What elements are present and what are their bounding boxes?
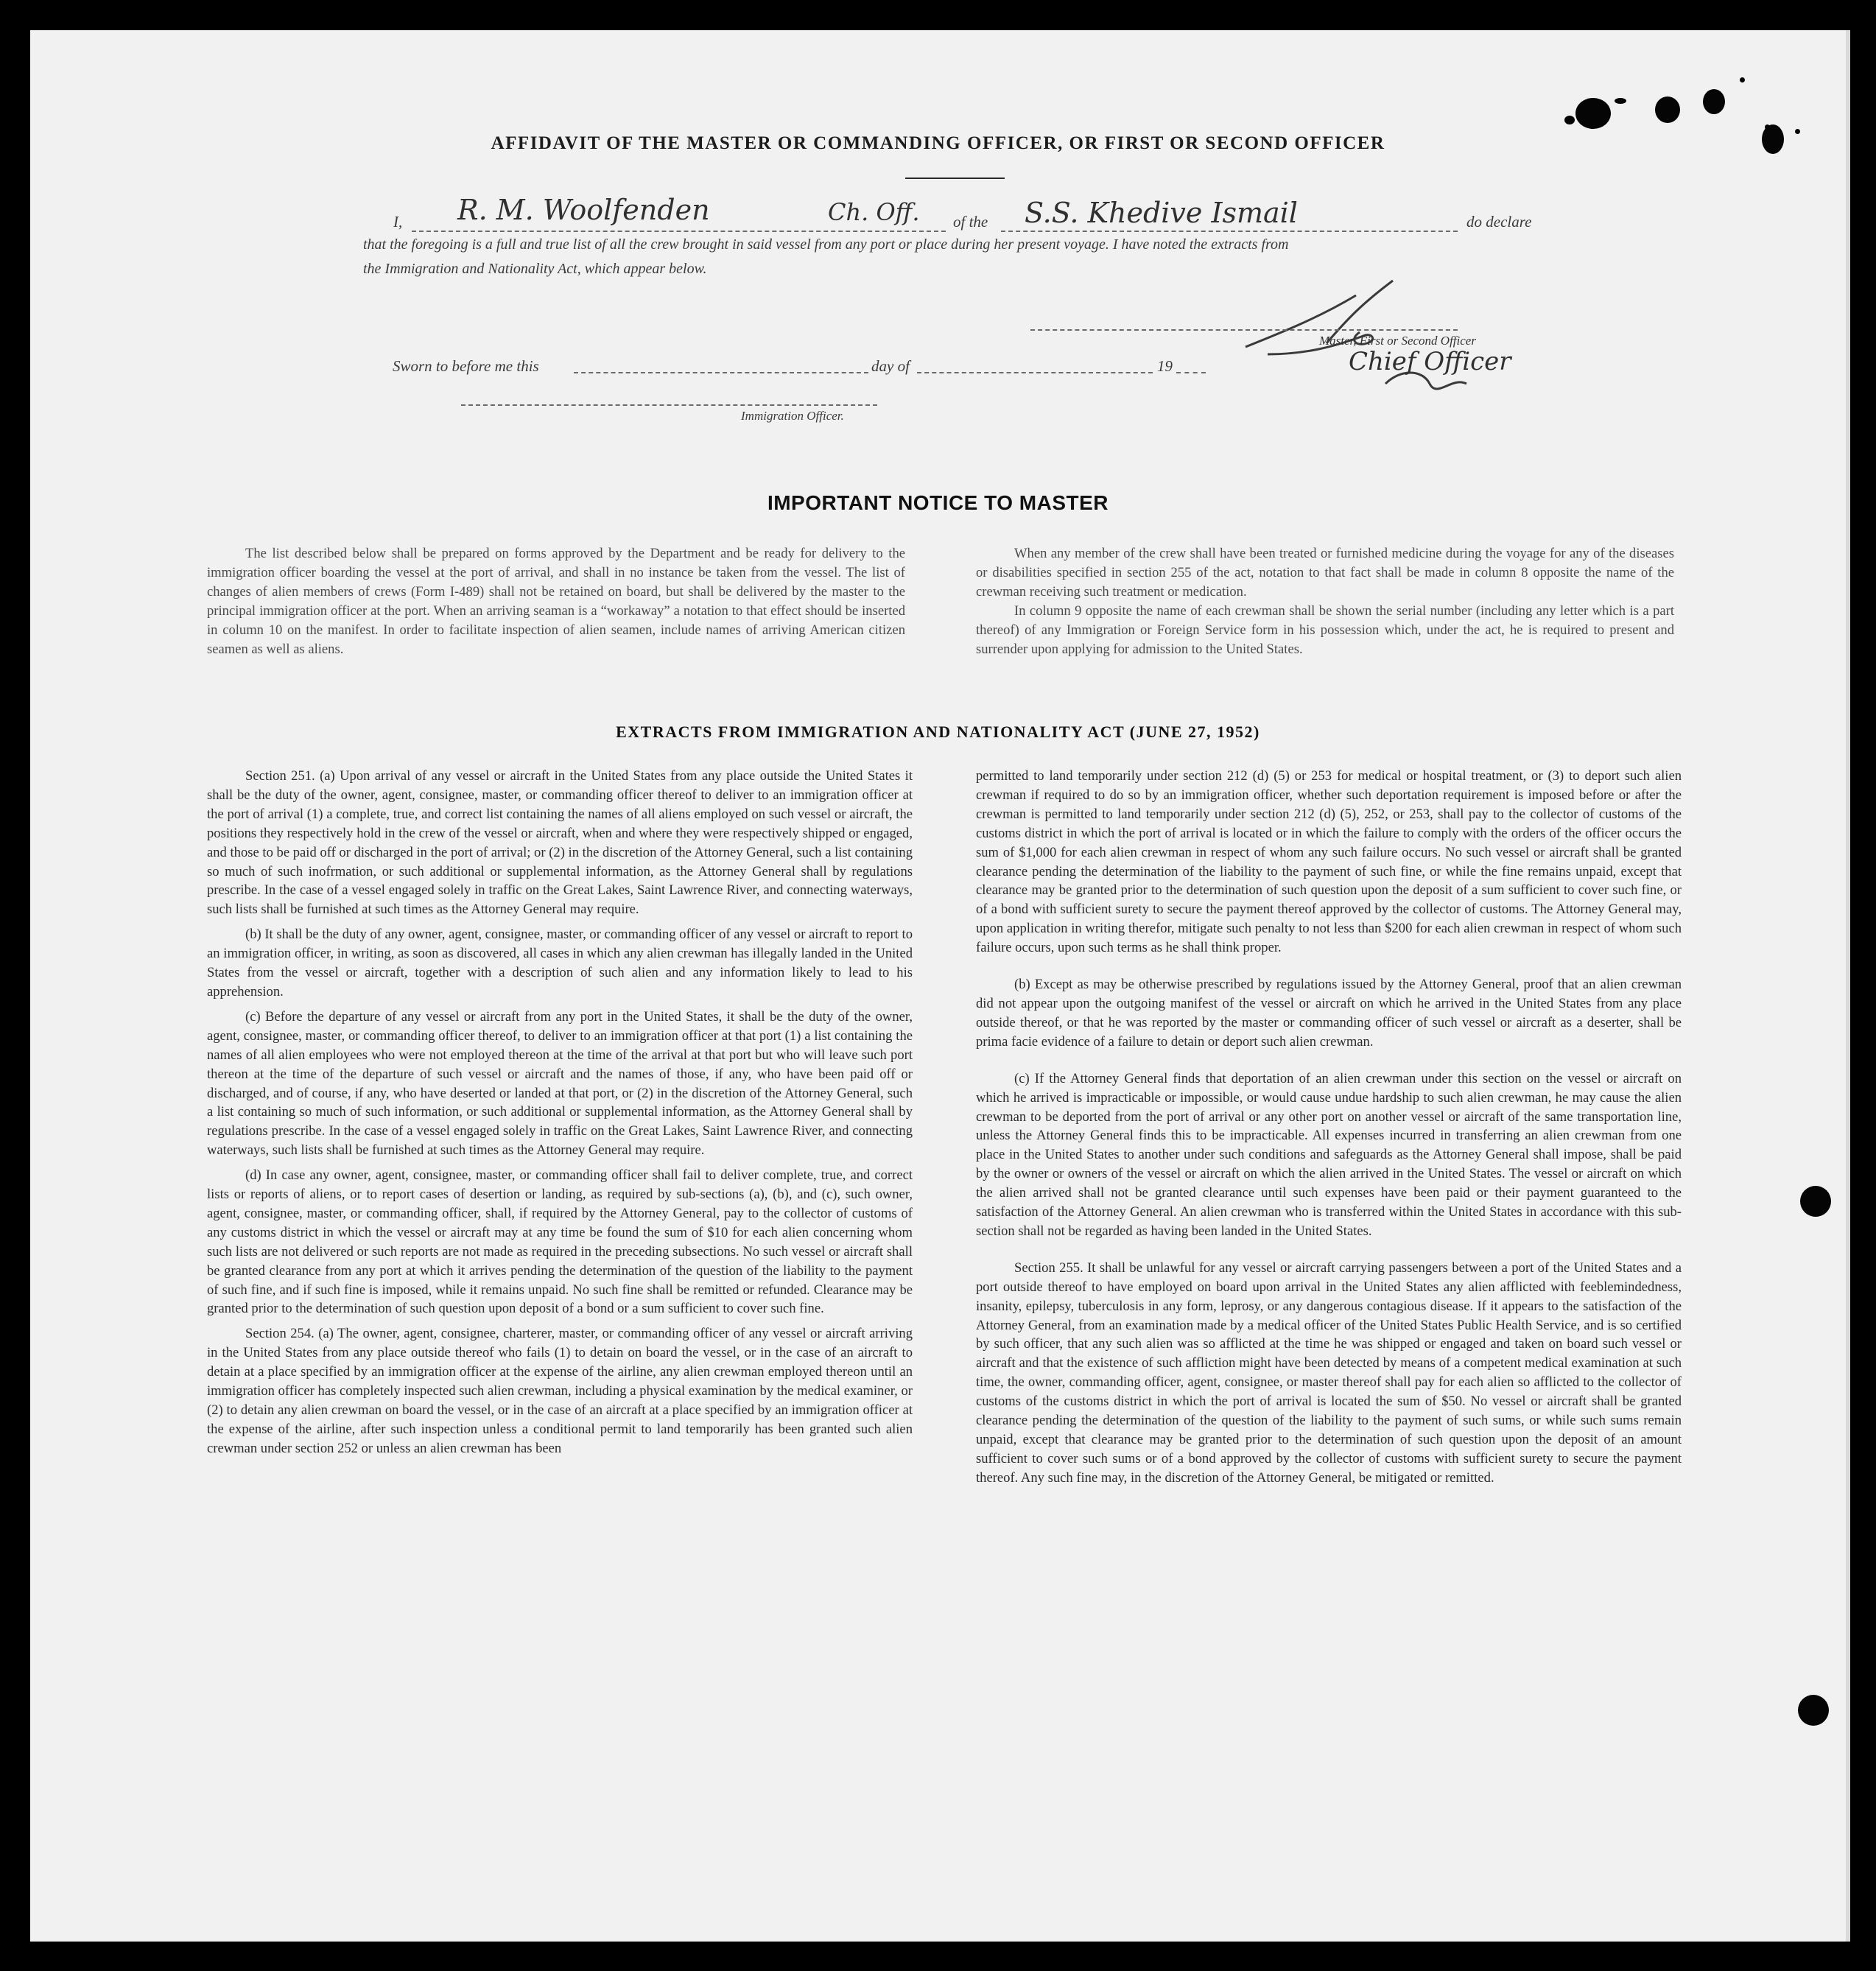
vessel-name-handwritten: S.S. Khedive Ismail <box>1025 197 1298 229</box>
extract-paragraph: permitted to land temporarily under section 212 (d) (5) or 253 for medical or hospital treatment, or (3) to deport such alien crewman if required to do so by an immigration officer, whether such deportation requirement is imposed before or after the crewman is permitted to land temporarily under section 212 (d) (5), 252, or 253, shall pay to the collector of customs of the customs district in which the port of arrival is located or in which the failure to comply with the orders of the officer occurs the sum of $1,000 for each alien crewman in respect of whom any such failure occurs. No such vessel or aircraft shall be granted clearance pending the determination of the liability to the payment of such fine, or while the fine remains unpaid, except that clearance may be granted prior to the determination of such question upon the deposit of a sum sufficient to cover such fine, or of a bond with sufficient surety to secure the payment thereof approved by the collector of customs. The Attorney General may, upon application in writing therefor, mitigate such penalty to not less than $200 for each alien crewman in respect of whom such failure occurs, upon such terms as he shall think proper. <box>976 768 1682 956</box>
ink-blot <box>1575 98 1611 129</box>
notice-paragraph: The list described below shall be prepared on forms approved by the Department and be ready for delivery to the immigration officer boarding the vessel at the port of arrival, and shall in no instance be taken from the vessel. The list of changes of alien members of crews (Form I-489) shall not be retained on board, but shall be delivered by the master to the principal immigration officer at the port. When an arriving seaman is a “workaway” a notation to that effect should be inserted in column 10 on the manifest. In order to facilitate inspection of alien seamen, include names of arriving American citizen seamen as well as aliens. <box>207 546 905 657</box>
ink-blot <box>1615 98 1626 104</box>
notice-title: IMPORTANT NOTICE TO MASTER <box>767 491 1109 514</box>
notice-right-column <box>976 544 1674 664</box>
affidavit-line-2: that the foregoing is a full and true list of all the crew brought in said vessel from any port or place during her present voyage. I have noted the extracts from <box>363 236 1289 253</box>
punch-hole <box>1798 1695 1829 1726</box>
immigration-officer-label: Immigration Officer. <box>741 409 844 423</box>
extract-paragraph: Section 251. (a) Upon arrival of any vessel or aircraft in the United States from any place outside the United States it shall be the duty of the owner, agent, consignee, master, or commanding officer thereof to deliver to an immigration officer at the port of arrival (1) a complete, true, and correct list containing the names of all aliens employed on such vessel or aircraft, the positions they respectively hold in the crew of the vessel or aircraft, when and where they were respectively shipped or engaged, and those to be paid off or discharged in the port of arrival; or (2) in the discretion of the Attorney General, such a list containing so much of such inofrmation, or such additional or supplemental information, as the Attorney General shall by regulations prescribe. In the case of a vessel engaged solely in traffic on the Great Lakes, Saint Lawrence River, and connecting waterways, such lists shall be furnished at such times as the Attorney General may require. <box>207 768 913 918</box>
declarant-prefix: I, <box>393 213 403 231</box>
extracts-left-column <box>207 767 913 1464</box>
notice-paragraph: In column 9 opposite the name of each crewman shall be shown the serial number (including any letter which is a part thereof) of any Immigration or Foreign Service form in his possession which, under the act, he is required to present and surrender upon applying for admission to the United States. <box>976 602 1674 657</box>
year-label: 19 <box>1157 357 1173 375</box>
extract-paragraph: Section 255. It shall be unlawful for any vessel or aircraft carrying passengers between a port of the United States and a port outside thereof to have employed on board upon arrival in the United States any alien afflicted with feeblemindedness, insanity, epilepsy, tuberculosis in any form, leprosy, or any dangerous contagious disease. If it appears to the satisfaction of the Attorney General, from an examination made by a medical officer of the United States Public Health Service, and is so certified by such officer, that any such alien was so afflicted at the time he was shipped or engaged and taken on board such vessel or aircraft and that the existence of such affliction might have been detected by means of a competent medical examination at such time, the owner, commanding officer, agent, consignee, or master thereof shall pay for each alien so afflicted to the collector of customs of the customs district in which the port of arrival is located the sum of $50. No vessel or aircraft shall be granted clearance pending the determination of the question of the liability to the payment of such sums, or while such sums remain unpaid, except that clearance may be granted prior to the determination of such question upon the deposit of an amount sufficient to cover such sums or of a bond approved by the collector of customs with sufficient surety to secure the payment thereof. Any such fine may, in the discretion of the Attorney General, be mitigated or remitted. <box>976 1259 1682 1486</box>
year-line <box>1176 372 1206 373</box>
extract-paragraph: (c) Before the departure of any vessel or aircraft from any port in the United States, it shall be the duty of the owner, agent, consignee, master, or commanding officer thereof, to deliver to an immigration officer at that port (1) a list containing the names of all alien employees who were not employed thereon at the time of the arrival at that port but who will leave such port thereon at the time of the departure of such vessel or aircraft and the names of those, if any, who have been paid off or discharged, and of course, if any, who have deserted or landed at that port, or (2) in the discretion of the Attorney General, such a list containing so much of such information, or such additional or supplemental information, as the Attorney General shall by regulations prescribe. In the case of a vessel engaged solely in traffic on the Great Lakes, Saint Lawrence River, and connecting waterways, such lists shall be furnished at such times as the Attorney General may require. <box>207 1008 913 1159</box>
notice-left-column <box>207 544 905 664</box>
heading-rule <box>905 178 1005 179</box>
do-declare-label: do declare <box>1466 213 1532 231</box>
sworn-label: Sworn to before me this <box>393 357 539 375</box>
ink-blot <box>1703 89 1725 114</box>
punch-hole <box>1800 1186 1831 1217</box>
signature-caption: Master, First or Second Officer <box>1319 334 1476 348</box>
notice-paragraph: When any member of the crew shall have been treated or furnished medicine during the voyage for any of the diseases or disabilities specified in section 255 of the act, notation to that fact shall be made in column 8 opposite the name of the crewman receiving such treatment or medication. <box>976 546 1674 600</box>
immigration-officer-line <box>461 404 877 406</box>
signature-line <box>1030 329 1458 331</box>
declarant-name-line <box>412 231 946 232</box>
extracts-right-column <box>976 767 1682 1494</box>
affidavit-line-3: the Immigration and Nationality Act, which appear below. <box>363 261 707 277</box>
vessel-name-line <box>1001 231 1458 232</box>
document-page <box>30 30 1850 1942</box>
affidavit-heading: AFFIDAVIT OF THE MASTER OR COMMANDING OFFICER, OR FIRST OR SECOND OFFICER <box>491 133 1385 153</box>
extract-paragraph: (b) Except as may be otherwise prescribed by regulations issued by the Attorney General, proof that an alien crewman did not appear upon the outgoing manifest of the vessel or aircraft on which he arrived in the United States from any place outside thereof, or that he was reported by the master or commanding officer of such vessel or aircraft as a deserter, shall be prima facie evidence of a failure to detain or deport such alien crewman. <box>976 977 1682 1050</box>
extract-paragraph: Section 254. (a) The owner, agent, consignee, charterer, master, or commanding officer of any vessel or aircraft arriving in the United States from any place outside thereof who fails (1) to detain on board the vessel, or in the case of an aircraft to detain at a place specified by an immigration officer at the expense of the airline, any alien crewman employed thereon until an immigration officer has completely inspected such alien crewman, including a physical examination by the medical examiner, or (2) to detain any alien crewman on board the vessel, or in the case of an aircraft at a place specified by an immigration officer at the expense of the airline, after such inspection unless a conditional permit to land temporarily has been granted such alien crewman under section 252 or unless an alien crewman has been <box>207 1326 913 1456</box>
signature-handwritten: Chief Officer <box>1349 347 1511 376</box>
ink-blot <box>1655 96 1680 123</box>
ink-blot <box>1564 116 1575 124</box>
extract-paragraph: (d) In case any owner, agent, consignee, master, or commanding officer shall fail to deliver complete, true, and correct lists or reports of aliens, or to report cases of desertion or landing, as required by sub-sections (a), (b), and (c), such owner, agent, consignee, master, or commanding officer, shall, if required by the Attorney General, pay to the collector of customs of any customs district in which the vessel or aircraft may at any time be found the sum of $10 for each alien concerning whom such lists are not delivered or such reports are not made as required in the preceding subsections. No such vessel or aircraft shall be granted clearance from any port at which it arrives pending the determination of the question of the liability to the payment of such fine, and if such fine is imposed, while it remains unpaid. No such fine shall be remitted or refunded. Clearance may be granted prior to the determination of such question upon deposit of a bond or a sum sufficient to cover such fine. <box>207 1167 913 1317</box>
declarant-name-handwritten: R. M. Woolfenden <box>457 194 710 226</box>
extract-paragraph: (c) If the Attorney General finds that deportation of an alien crewman under this section on the vessel or aircraft on which he arrived is impracticable or impossible, or would cause undue hardship to such alien crewman, he may cause the alien crewman to be deported from the port of arrival or any other port on another vessel or aircraft of the same transportation line, unless the Attorney General finds this to be impracticable. All expenses incurred in transferring an alien crewman from one place in the United States to another under such conditions and safeguards as the Attorney General shall impose, shall be paid by the owner or owners of the vessel or aircraft on which the alien arrived in the United States. The vessel or aircraft on which the alien arrived shall not be granted clearance until such expenses have been paid or their payment guaranteed to the satisfaction of the Attorney General. An alien crewman who is transferred within the United States in accordance with this sub-section shall not be regarded as having been landed in the United States. <box>976 1070 1682 1239</box>
of-the-label: of the <box>953 213 988 231</box>
rank-handwritten: Ch. Off. <box>828 198 920 226</box>
day-of-label: day of <box>871 357 910 375</box>
sworn-month-line <box>917 372 1153 373</box>
ink-blot <box>1740 77 1745 82</box>
extracts-title: EXTRACTS FROM IMMIGRATION AND NATIONALITY ACT (JUNE 27, 1952) <box>616 723 1260 741</box>
sworn-day-line <box>574 372 868 373</box>
extract-paragraph: (b) It shall be the duty of any owner, agent, consignee, master, or commanding officer of any vessel or aircraft to report to an immigration officer, in writing, as soon as discovered, all cases in which any alien crewman has illegally landed in the United States from the vessel or aircraft, together with a description of such alien and any information likely to lead to his apprehension. <box>207 927 913 999</box>
